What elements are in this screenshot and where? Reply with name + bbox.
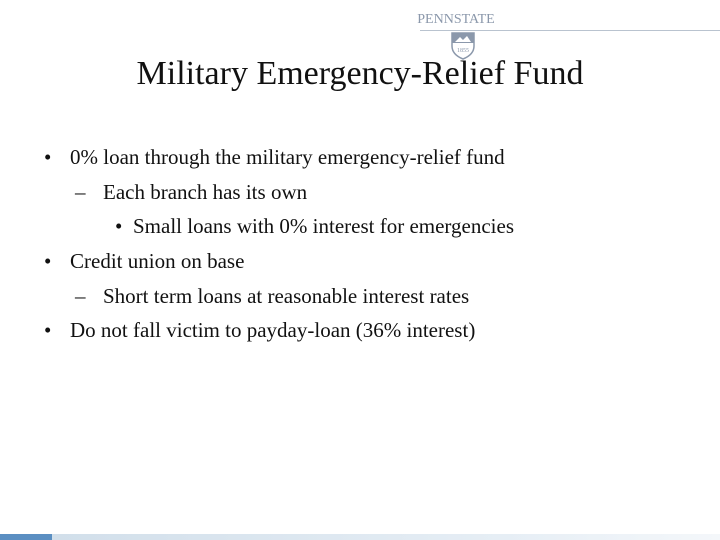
- bullet-marker: •: [44, 145, 52, 169]
- slide-title: Military Emergency-Relief Fund: [136, 55, 584, 92]
- bullet-marker: –: [75, 283, 86, 308]
- logo-word-state: STATE: [453, 12, 495, 27]
- bullet-marker: •: [115, 214, 123, 239]
- bullet-item: [0, 209, 720, 244]
- logo-word-penn: PENN: [417, 12, 454, 27]
- logo-wordmark: [416, 12, 496, 28]
- bullet-text: Do not fall victim to payday-loan (36% interest): [70, 318, 476, 343]
- bullet-item: [0, 140, 720, 175]
- bullet-text: Each branch has its own: [103, 179, 308, 204]
- logo-year: 1855: [457, 48, 469, 54]
- bullet-marker: •: [44, 249, 52, 274]
- bullet-text: Short term loans at reasonable interest rates: [103, 283, 470, 308]
- bullet-item: [0, 244, 720, 279]
- bullet-marker: •: [44, 318, 52, 343]
- bullet-item: [0, 313, 720, 348]
- bullet-marker: –: [75, 179, 86, 204]
- footer-bar: [0, 534, 720, 540]
- bullet-item: [0, 279, 720, 314]
- bullet-text: Small loans with 0% interest for emergencies: [133, 214, 515, 239]
- bullet-text: 0% loan through the military emergency-relief fund: [70, 145, 505, 169]
- footer-accent: [0, 534, 52, 540]
- bullet-item: [0, 175, 720, 210]
- bullet-text: Credit union on base: [70, 249, 245, 274]
- bullet-list: [0, 140, 720, 348]
